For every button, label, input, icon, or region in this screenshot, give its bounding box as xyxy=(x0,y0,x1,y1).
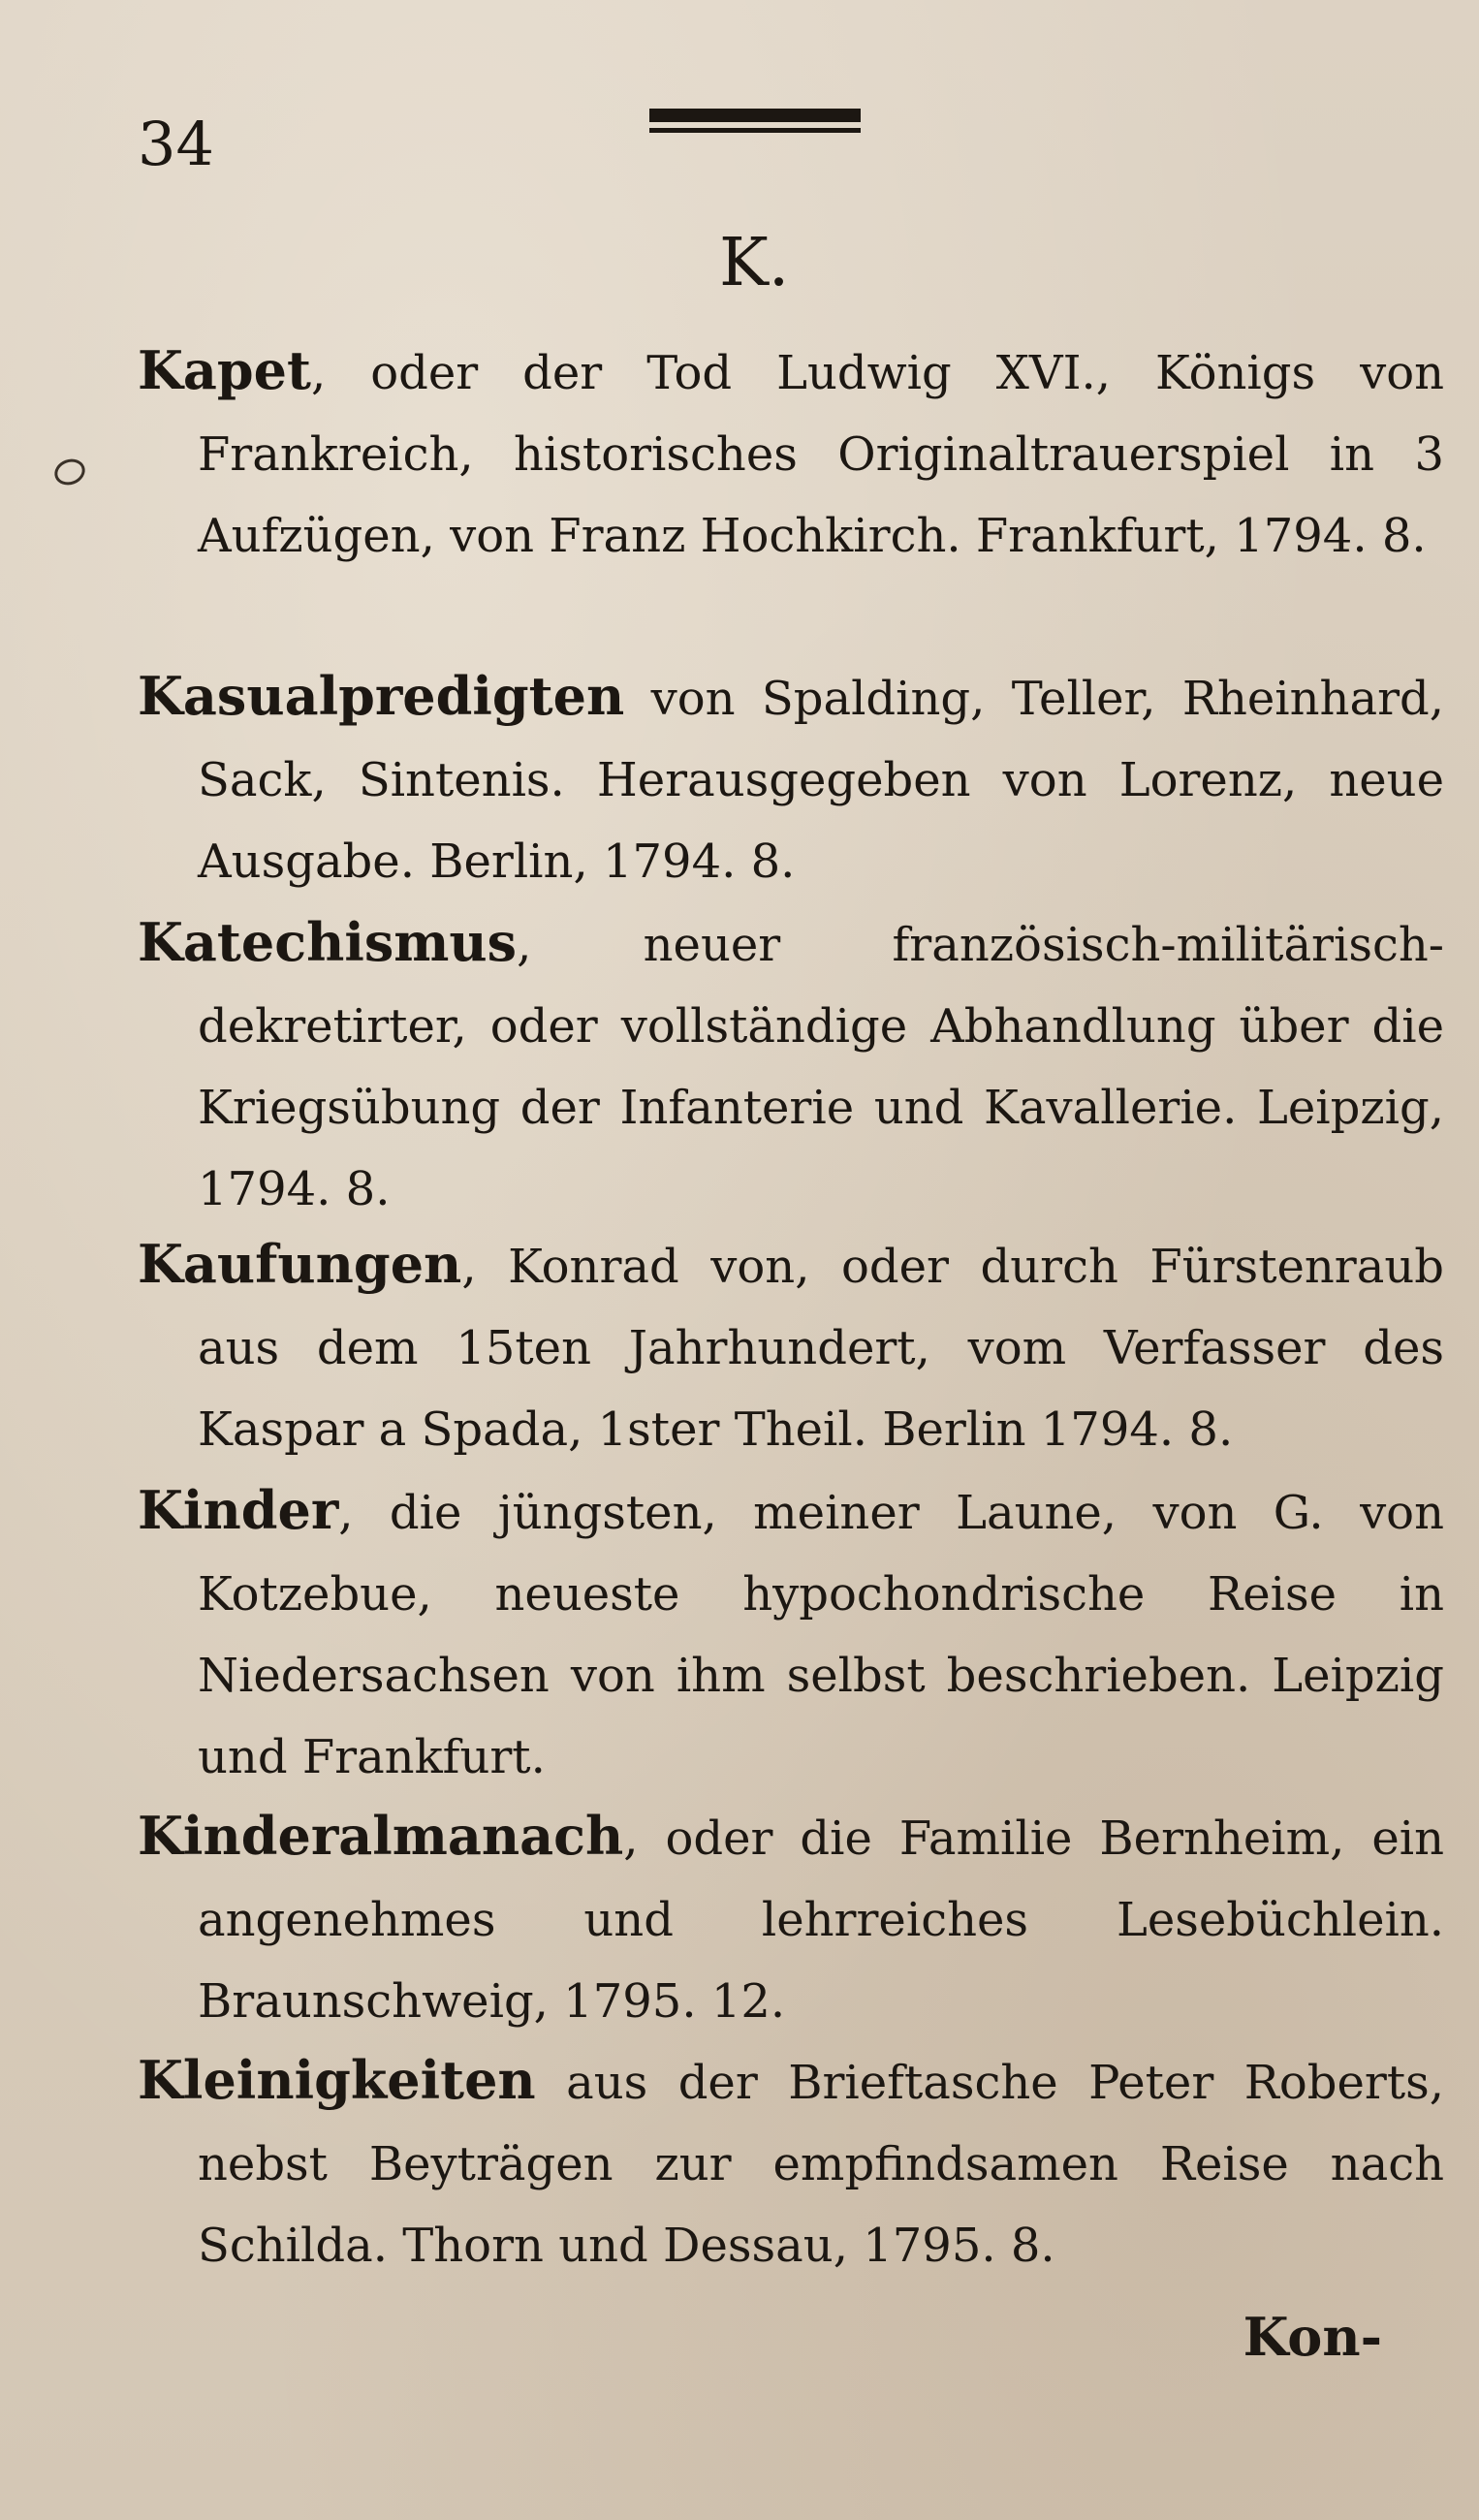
entry-kinderalmanach xyxy=(138,1795,1444,2042)
entry-kinder xyxy=(138,1469,1444,1798)
entry-headword: Kasualpredigten xyxy=(138,665,625,727)
entry-text: aus der Brieftasche Peter Roberts, nebst Beyträgen zur empfindsamen Reise nach Schilda. Thorn und Dessau, 1795. 8. xyxy=(198,2056,1444,2273)
header-rule-thin xyxy=(649,128,861,133)
entry-text: , oder die Familie Bernheim, ein angenehmes und lehrreiches Lesebüchlein. Braunschweig, 1795. 12. xyxy=(198,1811,1444,2029)
entry-text: , die jüngsten, meiner Laune, von G. von Kotzebue, neueste hypochondrische Reise in Niedersachsen von ihm selbst beschrieben. Leipzig und Frankfurt. xyxy=(198,1486,1444,1784)
entry-kapet xyxy=(138,330,1444,577)
catchword: Kon- xyxy=(1243,2306,1382,2368)
header-rule-thick xyxy=(649,109,861,122)
entry-headword: Katechismus xyxy=(138,911,518,973)
entry-headword: Kaufungen xyxy=(138,1233,462,1295)
entry-katechismus xyxy=(138,901,1444,1230)
margin-ink-mark xyxy=(51,455,89,488)
entry-headword: Kinderalmanach xyxy=(138,1805,624,1867)
entry-headword: Kinder xyxy=(138,1479,339,1541)
entry-kleinigkeiten xyxy=(138,2039,1444,2286)
entry-headword: Kleinigkeiten xyxy=(138,2049,536,2111)
entry-text: , Konrad von, oder durch Fürstenraub aus dem 15ten Jahrhundert, vom Verfasser des Kaspar a Spada, 1ster Theil. Berlin 1794. 8. xyxy=(198,1240,1444,1457)
entry-kasualpredigten xyxy=(138,655,1444,902)
entry-kaufungen xyxy=(138,1223,1444,1470)
entry-headword: Kapet xyxy=(138,339,311,401)
entry-text: , neuer französisch-militärisch-dekretirter, oder vollständige Abhandlung über die Kriegsübung der Infanterie und Kavallerie. Leipzig, 1794. 8. xyxy=(198,918,1444,1216)
entry-text: , oder der Tod Ludwig XVI., Königs von Frankreich, historisches Originaltrauerspiel in 3 Aufzügen, von Franz Hochkirch. Frankfurt, 1794. 8. xyxy=(198,346,1444,563)
entry-text: von Spalding, Teller, Rheinhard, Sack, Sintenis. Herausgegeben von Lorenz, neue Ausgabe. Berlin, 1794. 8. xyxy=(198,672,1444,889)
section-letter: K. xyxy=(719,225,790,301)
page-number: 34 xyxy=(138,109,214,179)
